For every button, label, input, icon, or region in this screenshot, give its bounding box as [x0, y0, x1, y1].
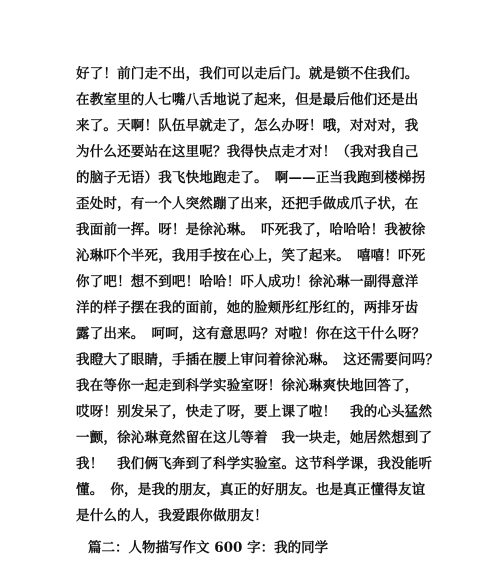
text-line: 沁琳吓个半死，我用手按在心上，笑了起来。 嘻嘻！吓死: [76, 248, 426, 264]
text-line: 洋的样子摆在我的面前，她的脸颊彤红彤红的，两排牙齿: [76, 300, 419, 316]
text-line: 在教室里的人七嘴八舌地说了起来，但是最后他们还是出: [76, 92, 419, 108]
text-line: 我在等你一起走到科学实验室呀！徐沁琳爽快地回答了，: [76, 378, 419, 394]
text-line: 歪处时，有一个人突然蹦了出来，还把手做成爪子状，在: [76, 196, 419, 212]
text-line: 来了。天啊！队伍早就走了，怎么办呀！哦，对对对，我: [76, 118, 419, 134]
text-line: 我面前一挥。呀！是徐沁琳。 吓死我了，哈哈哈！我被徐: [76, 222, 426, 238]
text-line: 为什么还要站在这里呢？我得快点走才对！（我对我自己: [76, 144, 419, 160]
text-line: 是什么的人，我爱跟你做朋友！: [76, 508, 268, 524]
text-line: 好了！前门走不出，我们可以走后门。就是锁不住我们。: [76, 66, 419, 82]
essay-body: [76, 61, 440, 529]
text-line: 我！ 我们俩飞奔到了科学实验室。这节科学课，我没能听: [76, 456, 433, 472]
text-line: 的脑子无语）我飞快地跑走了。 啊——正当我跑到楼梯拐: [76, 170, 426, 186]
text-line: 我瞪大了眼睛，手插在腰上审问着徐沁琳。 这还需要问吗？: [76, 352, 440, 368]
text-line: 露了出来。 呵呵，这有意思吗？对啦！你在这干什么呀？: [76, 326, 426, 342]
text-line: 一颤，徐沁琳竟然留在这儿等着 我一块走，她居然想到了: [76, 430, 433, 446]
text-line: 哎呀！别发呆了，快走了呀，要上课了啦！ 我的心头猛然: [76, 404, 433, 420]
section-heading: 篇二：人物描写作文 600 字：我的同学: [88, 540, 329, 556]
text-line: 懂。 你，是我的朋友，真正的好朋友。也是真正懂得友谊: [76, 482, 426, 498]
text-line: 你了吧！想不到吧！哈哈！吓人成功！徐沁琳一副得意洋: [76, 274, 419, 290]
